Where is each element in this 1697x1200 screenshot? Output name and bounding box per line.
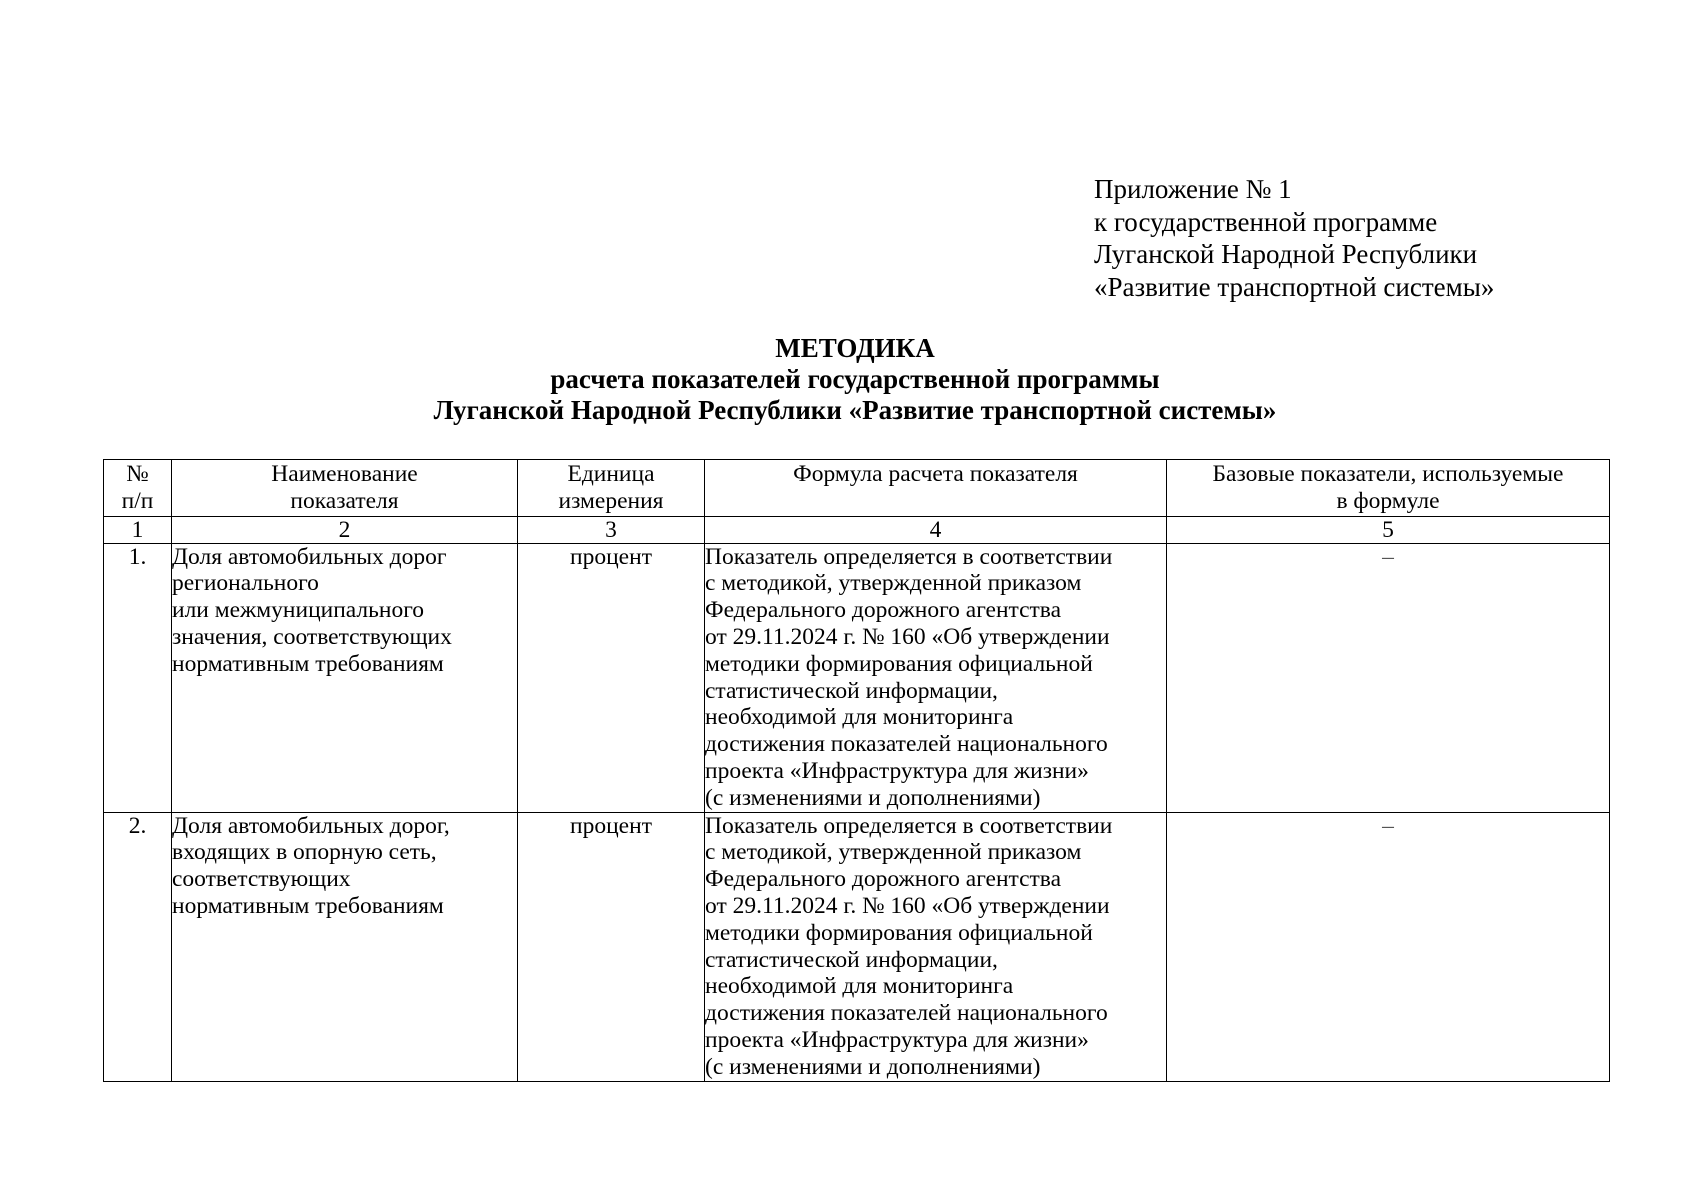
table-row: [104, 543, 1610, 812]
appendix-line: Луганской Народной Республики: [1094, 239, 1478, 269]
title-line: Луганской Народной Республики «Развитие транспортной системы»: [433, 395, 1277, 425]
title-heading: МЕТОДИКА: [775, 333, 935, 363]
column-number: 4: [705, 516, 1167, 543]
header-number: № п/п: [104, 460, 172, 517]
indicator-name: Доля автомобильных дорог регионального или межмуниципального значения, соответствующих нормативным требованиям: [172, 543, 518, 812]
table-header-row: [104, 460, 1610, 517]
column-numbers-row: [104, 516, 1610, 543]
indicator-base: –: [1167, 543, 1610, 812]
appendix-line: к государственной программе: [1094, 206, 1438, 237]
column-number: 2: [172, 516, 518, 543]
table-row: [104, 812, 1610, 1081]
indicators-table: [103, 459, 1610, 1082]
header-formula: Формула расчета показателя: [705, 460, 1167, 517]
header-base: Базовые показатели, используемые в формуле: [1167, 460, 1610, 517]
appendix-block: [1094, 173, 1494, 303]
header-name: Наименование показателя: [172, 460, 518, 517]
title-line: расчета показателей государственной программы: [550, 364, 1160, 394]
indicator-unit: процент: [518, 812, 705, 1081]
indicator-formula: Показатель определяется в соответствии с методикой, утвержденной приказом Федерального дорожного агентства от 29.11.2024 г. № 160 «Об утверждении методики формирования официальной статистической информации, необходимой для мониторинга достижения показателей национального проекта «Инфраструктура для жизни» (с изменениями и дополнениями): [705, 543, 1167, 812]
appendix-line: Приложение № 1: [1094, 174, 1292, 204]
row-number: 2.: [104, 812, 172, 1081]
column-number: 3: [518, 516, 705, 543]
document-title: [0, 333, 1697, 426]
row-number: 1.: [104, 543, 172, 812]
indicator-name: Доля автомобильных дорог, входящих в опорную сеть, соответствующих нормативным требованиям: [172, 812, 518, 1081]
column-number: 1: [104, 516, 172, 543]
header-unit: Единица измерения: [518, 460, 705, 517]
indicator-formula: Показатель определяется в соответствии с методикой, утвержденной приказом Федерального дорожного агентства от 29.11.2024 г. № 160 «Об утверждении методики формирования официальной статистической информации, необходимой для мониторинга достижения показателей национального проекта «Инфраструктура для жизни» (с изменениями и дополнениями): [705, 812, 1167, 1081]
appendix-line: «Развитие транспортной системы»: [1094, 271, 1495, 302]
indicator-unit: процент: [518, 543, 705, 812]
indicator-base: –: [1167, 812, 1610, 1081]
column-number: 5: [1167, 516, 1610, 543]
